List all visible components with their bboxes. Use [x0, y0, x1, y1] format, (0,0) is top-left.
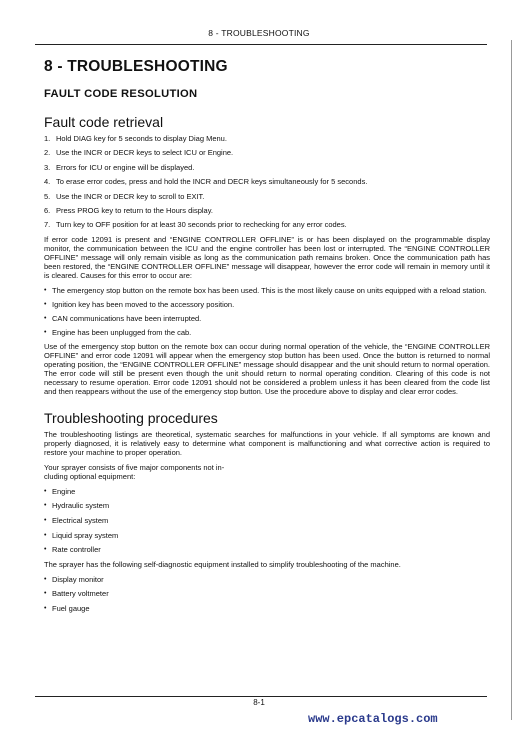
causes-list	[44, 286, 490, 337]
page-number: 8-1	[253, 698, 265, 707]
step-item: 6. Press PROG key to return to the Hours display.	[44, 205, 214, 215]
page-edge-rule	[511, 40, 512, 720]
emergency-stop-paragraph: Use of the emergency stop button on the remote box can occur during normal operation of the vehicle, the “ENGINE CONTROLLER OFFLINE” and error code 12091 will appear when the emergency stop button has been used. Once the button is returned to normal operating position, the “ENGINE CONTROLLER OFFLINE” message should disappear and the unit should return to normal operation. The error code will still be present even though the unit should return to normal operating condition. Clearing of this code is not necessary to resume operation. Error code 12091 should not be considered a problem unless it has been cleared from the code list and then reappears without the use of the emergency stop button. Use the procedure above to display and clear error codes.	[44, 341, 490, 396]
troubleshooting-procedures-heading: Troubleshooting procedures	[44, 409, 218, 426]
diagnostic-item: • Display monitor	[44, 575, 490, 584]
cause-item: • Engine has been unplugged from the cab.	[44, 328, 490, 337]
cause-item: • CAN communications have been interrupted.	[44, 314, 490, 323]
cause-item: • The emergency stop button on the remote box has been used. This is the most likely cause on units equipped with a reload station.	[44, 286, 490, 295]
components-intro-paragraph: Your sprayer consists of five major components not in- cluding optional equipment:	[44, 462, 225, 481]
component-item: • Rate controller	[44, 545, 490, 554]
step-item: 3. Errors for ICU or engine will be displayed.	[44, 162, 195, 172]
component-item: • Hydraulic system	[44, 501, 490, 510]
running-header: 8 - TROUBLESHOOTING	[208, 28, 310, 38]
step-item: 2. Use the INCR or DECR keys to select ICU or Engine.	[44, 148, 234, 158]
watermark-text: www.epcatalogs.com	[308, 712, 438, 726]
page-content	[44, 52, 490, 618]
procedures-intro-paragraph: The troubleshooting listings are theoretical, systematic searches for malfunctions in your vehicle. If all symptoms are known and properly diagnosed, it is relatively easy to determine what component is malfunctioning and what corrective action is required to restore your machine to proper operation.	[44, 429, 490, 457]
retrieval-steps	[44, 134, 490, 229]
diagnostics-list	[44, 575, 490, 613]
page-title: 8 - TROUBLESHOOTING	[44, 58, 228, 75]
diagnostic-item: • Battery voltmeter	[44, 589, 490, 598]
components-list	[44, 487, 490, 554]
step-item: 4. To erase error codes, press and hold the INCR and DECR keys simultaneously for 5 seconds.	[44, 177, 368, 187]
component-item: • Electrical system	[44, 516, 490, 525]
section-subtitle: FAULT CODE RESOLUTION	[44, 88, 198, 100]
header-rule	[35, 44, 487, 45]
footer-rule	[35, 696, 487, 697]
diagnostic-item: • Fuel gauge	[44, 604, 490, 613]
offline-explanation-paragraph: If error code 12091 is present and “ENGINE CONTROLLER OFFLINE” is or has been displayed on the programmable display monitor, the communication between the ICU and the engine controller has been lost or interrupted. The “ENGINE CONTROLLER OFFLINE” message will only remain visible as long as the communication path remains broken. Once the communication path has been restored, the “ENGINE CONTROLLER OFFLINE” message will disappear, however the error code will remain in memory until it is cleared. Causes for this error to occur are:	[44, 234, 490, 280]
step-item: 7. Turn key to OFF position for at least 30 seconds prior to rechecking for any error codes.	[44, 220, 347, 230]
cause-item: • Ignition key has been moved to the accessory position.	[44, 300, 490, 309]
step-item: 5. Use the INCR or DECR key to scroll to EXIT.	[44, 191, 205, 201]
component-item: • Engine	[44, 487, 490, 496]
fault-code-retrieval-heading: Fault code retrieval	[44, 114, 164, 130]
step-item: 1. Hold DIAG key for 5 seconds to display Diag Menu.	[44, 134, 227, 143]
component-item: • Liquid spray system	[44, 531, 490, 540]
diagnostics-intro-paragraph: The sprayer has the following self-diagnostic equipment installed to simplify troubleshooting of the machine.	[44, 559, 401, 569]
